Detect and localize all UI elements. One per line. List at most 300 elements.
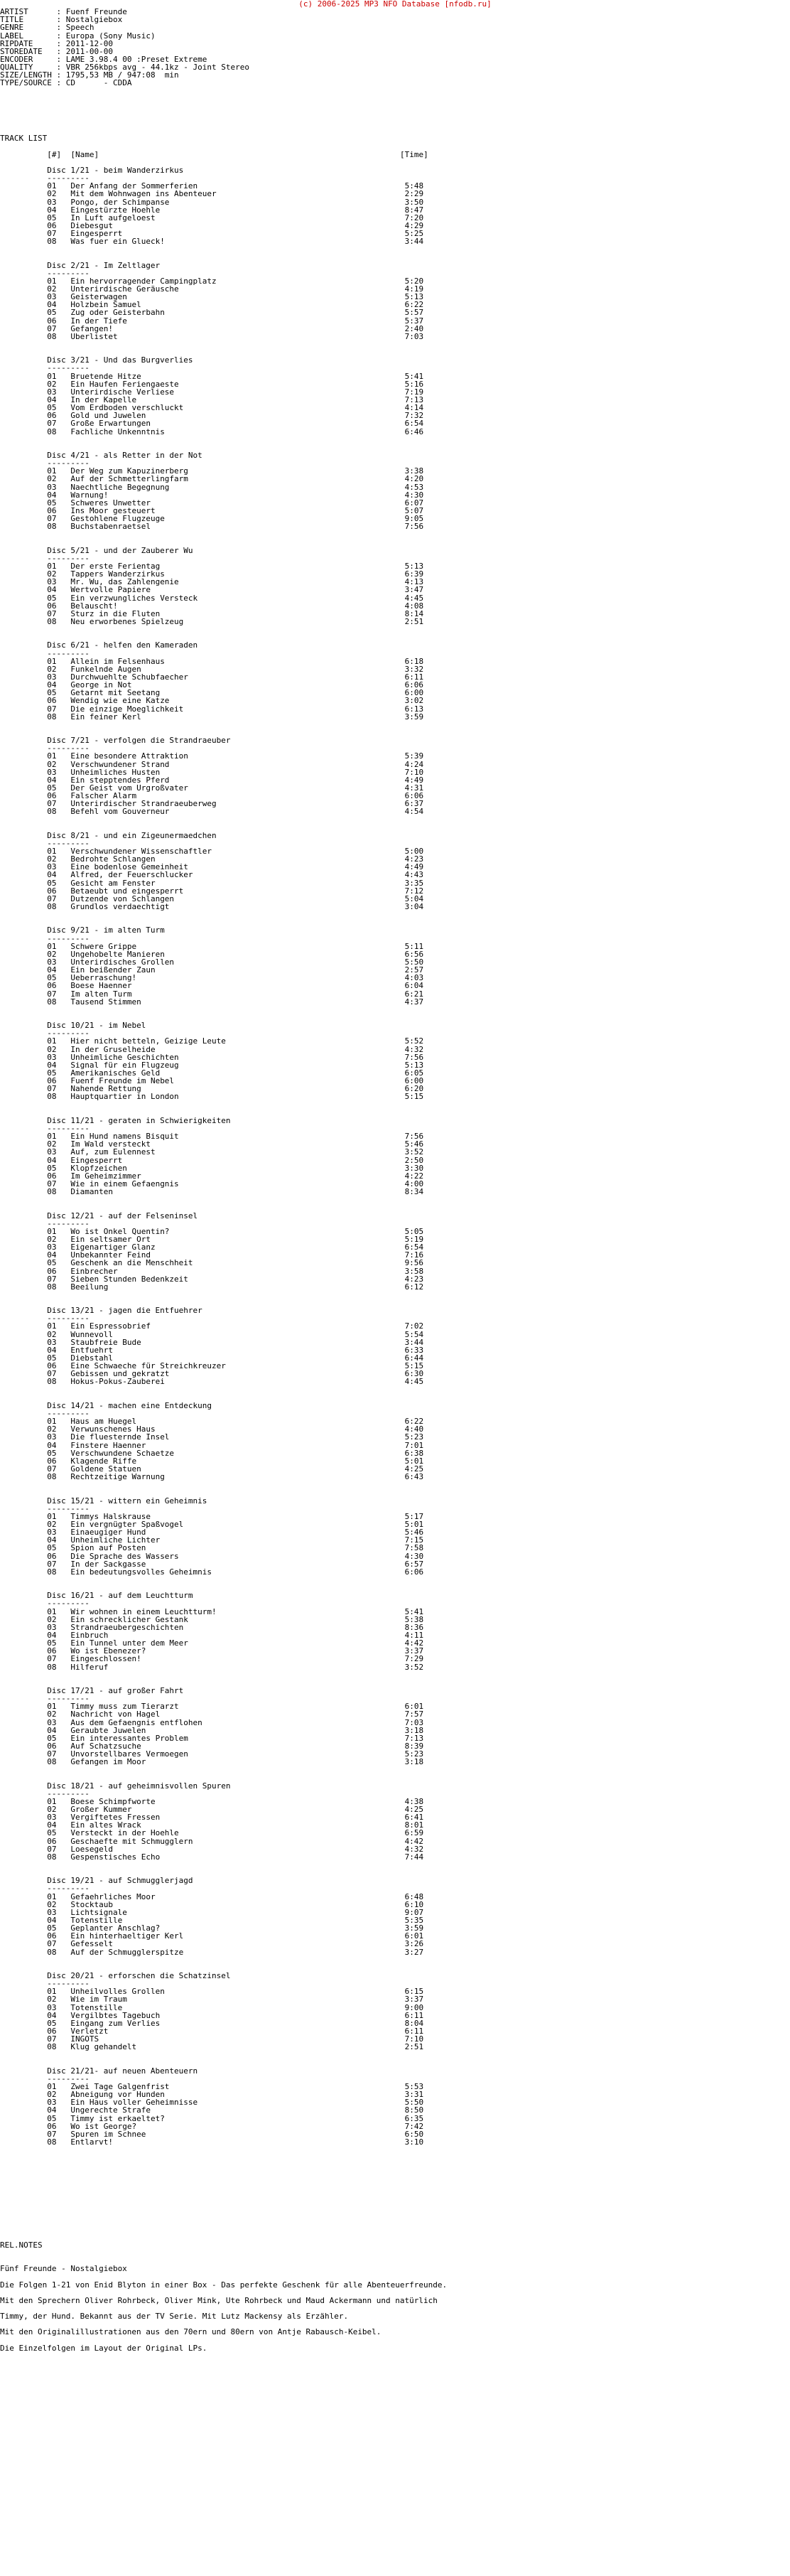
track-number: 01 (47, 562, 57, 571)
track-time: 3:37 (404, 1647, 424, 1655)
track-time: 4:03 (404, 974, 424, 982)
track-row (0, 570, 790, 578)
track-row (0, 475, 790, 483)
track-row (0, 1069, 790, 1077)
track-time: 8:01 (404, 1821, 424, 1830)
release-notes-text: Timmy, der Hund. Bekannt aus der TV Serie. Mit Lutz Mackensy als Erzähler. (0, 2312, 349, 2321)
track-time: 7:03 (404, 332, 424, 341)
track-row (0, 697, 790, 704)
track-row (0, 1267, 790, 1275)
disc-title (0, 1306, 790, 1314)
track-time: 3:52 (404, 1148, 424, 1156)
track-time: 3:58 (404, 1267, 424, 1275)
info-row: LABEL : Europa (Sony Music) (0, 31, 156, 40)
track-row (0, 800, 790, 807)
disc-title (0, 641, 790, 649)
blank-line (0, 824, 790, 832)
track-name: Lichtsignale (70, 1908, 127, 1917)
blank-line (0, 87, 790, 95)
track-row (0, 1710, 790, 1718)
track-number: 05 (47, 498, 57, 507)
track-number: 04 (47, 586, 57, 594)
track-number: 06 (47, 1267, 57, 1275)
track-number: 04 (47, 1821, 57, 1830)
track-time: 6:54 (404, 419, 424, 428)
track-number: 06 (47, 1837, 57, 1845)
track-number: 08 (47, 237, 57, 246)
disc-title (0, 1782, 790, 1790)
track-row (0, 1046, 790, 1053)
track-name: Großer Kummer (70, 1805, 132, 1814)
track-time: 4:23 (404, 855, 424, 864)
track-time: 7:32 (404, 412, 424, 420)
track-row (0, 1853, 790, 1861)
track-row (0, 1322, 790, 1330)
track-row (0, 847, 790, 855)
track-number: 08 (47, 1188, 57, 1196)
track-name: Mr. Wu, das Zahlengenie (70, 578, 179, 586)
track-time: 7:10 (404, 768, 424, 776)
track-number: 05 (47, 974, 57, 982)
blank-line (0, 127, 790, 134)
track-name: Im Wald versteckt (70, 1140, 151, 1149)
disc-title (0, 547, 790, 554)
track-time: 3:50 (404, 198, 424, 206)
disc-title-text: Disc 4/21 - als Retter in der Not (47, 451, 202, 460)
blank-line (0, 143, 790, 151)
track-name: Ein verzwungliches Versteck (70, 594, 198, 602)
track-number: 01 (47, 1892, 57, 1901)
track-number: 03 (47, 1813, 57, 1822)
track-time: 5:15 (404, 1362, 424, 1370)
track-row (0, 2130, 790, 2138)
track-time: 6:39 (404, 570, 424, 579)
track-row (0, 1719, 790, 1727)
track-number: 02 (47, 1520, 57, 1529)
track-number: 06 (47, 316, 57, 325)
track-name: Bedrohte Schlangen (70, 855, 156, 864)
info-label: LABEL (0, 31, 24, 40)
track-time: 3:04 (404, 903, 424, 911)
track-number: 04 (47, 1631, 57, 1640)
track-number: 04 (47, 1346, 57, 1355)
blank-line (0, 918, 790, 926)
disc-title-text: Disc 16/21 - auf dem Leuchtturm (47, 1592, 193, 1600)
track-name: Gesicht am Fenster (70, 879, 156, 887)
track-name: Ins Moor gesteuert (70, 507, 156, 515)
track-name: Wendig wie eine Katze (70, 697, 170, 705)
blank-line (0, 1299, 790, 1306)
blank-line (0, 2162, 790, 2169)
track-time: 9:05 (404, 515, 424, 523)
disc-underline: --------- (0, 744, 90, 753)
track-time: 4:40 (404, 1425, 424, 1434)
track-time: 4:31 (404, 783, 424, 793)
track-row (0, 974, 790, 982)
track-name: Signal für ein Flugzeug (70, 1061, 179, 1069)
disc-title (0, 1877, 790, 1884)
track-row (0, 1338, 790, 1346)
track-name: Vergiftetes Fressen (70, 1813, 161, 1822)
track-number: 07 (47, 2035, 57, 2044)
track-time: 6:04 (404, 982, 424, 990)
disc-underline: --------- (0, 2074, 90, 2083)
track-row (0, 214, 790, 222)
track-time: 7:20 (404, 213, 424, 222)
blank-line (0, 1671, 790, 1679)
track-row (0, 1275, 790, 1283)
track-row (0, 602, 790, 610)
track-time: 7:15 (404, 1536, 424, 1545)
track-number: 03 (47, 1433, 57, 1442)
track-number: 04 (47, 2106, 57, 2115)
track-number: 07 (47, 515, 57, 523)
track-number: 01 (47, 1132, 57, 1141)
track-time: 6:22 (404, 1417, 424, 1426)
track-name: Boese Schimpfworte (70, 1797, 156, 1806)
track-row (0, 1473, 790, 1481)
disc-underline: --------- (0, 1980, 90, 1988)
disc-title-text: Disc 21/21- auf neuen Abenteuern (47, 2066, 198, 2075)
blank-line (0, 1481, 790, 1488)
track-name: Stocktaub (70, 1900, 113, 1909)
track-row (0, 515, 790, 522)
track-row (0, 2035, 790, 2043)
track-number: 05 (47, 2019, 57, 2027)
track-number: 01 (47, 1607, 57, 1616)
track-number: 01 (47, 2082, 57, 2091)
track-time: 2:51 (404, 2043, 424, 2051)
disc-title-text: Disc 14/21 - machen eine Entdeckung (47, 1401, 212, 1410)
track-time: 6:46 (404, 427, 424, 436)
track-number: 05 (47, 308, 57, 317)
release-notes-line (0, 2312, 790, 2320)
track-name: Beeilung (70, 1282, 109, 1291)
track-name: Ein bedeutungsvolles Geheimnis (70, 1567, 212, 1576)
track-time: 5:15 (404, 1093, 424, 1101)
track-time: 4:25 (404, 1805, 424, 1814)
disc-underline: --------- (0, 934, 90, 943)
track-row (0, 792, 790, 800)
blank-line (0, 2201, 790, 2209)
track-number: 02 (47, 855, 57, 864)
track-number: 04 (47, 396, 57, 404)
track-row (0, 2138, 790, 2146)
track-time: 6:33 (404, 1346, 424, 1355)
track-number: 08 (47, 1758, 57, 1766)
track-name: Gold und Juwelen (70, 412, 146, 420)
track-row (0, 1251, 790, 1259)
info-label: QUALITY (0, 63, 33, 72)
blank-line (0, 815, 790, 823)
track-row (0, 586, 790, 594)
disc-underline: --------- (0, 554, 90, 562)
track-row (0, 491, 790, 499)
track-number: 03 (47, 578, 57, 586)
track-time: 5:20 (404, 277, 424, 286)
track-row (0, 807, 790, 815)
track-row (0, 372, 790, 380)
track-row (0, 1037, 790, 1045)
track-name: Auf Schatzsuche (70, 1742, 141, 1751)
track-number: 07 (47, 1655, 57, 1663)
track-name: Große Erwartungen (70, 419, 151, 428)
track-row (0, 1727, 790, 1734)
track-name: Sieben Stunden Bedenkzeit (70, 1274, 188, 1283)
info-row: ENCODER : LAME 3.98.4 00 :Preset Extreme (0, 55, 207, 64)
info-value: Nostalgiebox (65, 16, 123, 24)
track-name: Ungehobelte Manieren (70, 950, 165, 959)
track-number: 02 (47, 1615, 57, 1624)
blank-line (0, 1488, 790, 1496)
track-name: Eingeschlossen! (70, 1655, 141, 1663)
blank-line (0, 2154, 790, 2162)
track-time: 6:11 (404, 2011, 424, 2019)
info-label: ENCODER (0, 55, 33, 64)
track-name: Hokus-Pokus-Zauberei (70, 1378, 165, 1386)
track-row (0, 1909, 790, 1916)
track-number: 07 (47, 1845, 57, 1853)
track-list-columns (0, 151, 790, 159)
track-number: 06 (47, 2122, 57, 2130)
track-name: Ein Haus voller Geheimnisse (70, 2098, 198, 2107)
track-time: 3:38 (404, 467, 424, 476)
track-row (0, 277, 790, 285)
track-number: 01 (47, 657, 57, 665)
blank-line (0, 2320, 790, 2328)
track-name: Geschaefte mit Schmugglern (70, 1837, 193, 1845)
track-number: 04 (47, 1726, 57, 1734)
track-number: 05 (47, 783, 57, 793)
track-name: Mit dem Wohnwagen ins Abenteuer (70, 190, 217, 198)
track-row (0, 1457, 790, 1465)
track-name: Unbekannter Feind (70, 1251, 151, 1260)
track-row (0, 689, 790, 697)
track-number: 07 (47, 1370, 57, 1378)
disc-title (0, 1212, 790, 1220)
track-row (0, 1631, 790, 1639)
track-name: Hilferuf (70, 1663, 109, 1671)
track-time: 2:40 (404, 324, 424, 333)
track-number: 05 (47, 594, 57, 602)
copyright-text: (c) 2006-2025 MP3 NFO Database [nfodb.ru] (298, 0, 492, 9)
track-name: Boese Haenner (70, 982, 132, 990)
track-time: 5:00 (404, 847, 424, 856)
disc-underline: --------- (0, 174, 90, 183)
track-time: 2:50 (404, 1156, 424, 1164)
track-time: 3:18 (404, 1758, 424, 1766)
track-number: 05 (47, 1164, 57, 1172)
track-time: 7:12 (404, 886, 424, 895)
track-number: 03 (47, 1718, 57, 1727)
track-number: 05 (47, 1068, 57, 1078)
track-number: 06 (47, 1552, 57, 1560)
track-number: 08 (47, 1093, 57, 1101)
track-row (0, 1061, 790, 1069)
track-time: 4:37 (404, 997, 424, 1006)
track-name: Im alten Turm (70, 989, 132, 998)
blank-line (0, 2186, 790, 2194)
info-value: CD - CDDA (65, 79, 132, 87)
track-row (0, 1433, 790, 1441)
track-number: 05 (47, 1449, 57, 1457)
track-row (0, 237, 790, 245)
release-notes-line (0, 2265, 790, 2272)
track-number: 04 (47, 301, 57, 309)
track-row (0, 1346, 790, 1354)
track-row (0, 2115, 790, 2122)
track-name: Gefesselt (70, 1940, 113, 1948)
track-time: 9:07 (404, 1908, 424, 1917)
track-name: Neu erworbenes Spielzeug (70, 617, 184, 626)
disc-title (0, 166, 790, 174)
disc-title-text: Disc 20/21 - erforschen die Schatzinsel (47, 1972, 231, 1980)
track-time: 9:00 (404, 2003, 424, 2012)
track-name: Ueberraschung! (70, 974, 137, 982)
track-number: 02 (47, 475, 57, 483)
track-time: 3:27 (404, 1948, 424, 1956)
track-name: In der Gruselheide (70, 1045, 156, 1053)
disc-underline: --------- (0, 1695, 90, 1703)
track-time: 5:35 (404, 1916, 424, 1925)
track-row (0, 1655, 790, 1663)
track-number: 05 (47, 213, 57, 222)
track-time: 5:19 (404, 1235, 424, 1244)
track-time: 4:49 (404, 863, 424, 871)
track-row (0, 990, 790, 998)
disc-title (0, 356, 790, 364)
info-row: RIPDATE : 2011-12-00 (0, 39, 113, 48)
track-number: 06 (47, 982, 57, 990)
blank-line (0, 119, 790, 127)
disc-underline: --------- (0, 1124, 90, 1133)
track-name: Geplanter Anschlag? (70, 1924, 161, 1933)
track-number: 04 (47, 1536, 57, 1545)
track-time: 8:50 (404, 2106, 424, 2115)
track-row (0, 182, 790, 190)
disc-title (0, 1402, 790, 1410)
track-number: 07 (47, 989, 57, 998)
track-row (0, 713, 790, 721)
track-name: Ein feiner Kerl (70, 712, 141, 721)
info-value: 1795,53 MB / 947:08 min (65, 71, 179, 80)
blank-line (0, 2249, 790, 2257)
track-row (0, 1647, 790, 1655)
blank-line (0, 2304, 790, 2312)
track-time: 6:20 (404, 1085, 424, 1093)
track-time: 7:03 (404, 1718, 424, 1727)
track-row (0, 618, 790, 626)
track-row (0, 1987, 790, 1995)
track-time: 6:43 (404, 1473, 424, 1481)
track-time: 3:02 (404, 697, 424, 705)
track-name: Timmy muss zum Tierarzt (70, 1702, 179, 1711)
track-row (0, 1093, 790, 1100)
track-number: 04 (47, 1156, 57, 1164)
track-row (0, 1845, 790, 1853)
track-time: 7:57 (404, 1710, 424, 1719)
release-notes-line (0, 2328, 790, 2336)
track-name: Unheimliches Husten (70, 768, 161, 776)
track-number: 01 (47, 182, 57, 190)
track-name: Überlistet (70, 332, 118, 341)
blank-line (0, 1006, 790, 1014)
track-time: 5:53 (404, 2082, 424, 2091)
track-number: 07 (47, 800, 57, 808)
disc-underline: --------- (0, 1789, 90, 1798)
track-number: 07 (47, 2130, 57, 2138)
track-row (0, 2027, 790, 2035)
track-row (0, 1805, 790, 1813)
blank-line (0, 1291, 790, 1299)
track-time: 5:41 (404, 372, 424, 380)
track-name: Wertvolle Papiere (70, 586, 151, 594)
info-value: Speech (65, 23, 94, 32)
track-time: 4:24 (404, 760, 424, 768)
track-row (0, 1354, 790, 1362)
track-name: Versteckt in der Hoehle (70, 1829, 179, 1837)
track-row (0, 467, 790, 475)
track-row (0, 1734, 790, 1742)
disc-title (0, 1117, 790, 1125)
disc-underline: --------- (0, 269, 90, 277)
track-time: 3:32 (404, 665, 424, 673)
track-row (0, 2043, 790, 2051)
track-row (0, 768, 790, 776)
disc-title (0, 1021, 790, 1029)
blank-line (0, 1964, 790, 1972)
track-name: Schweres Unwetter (70, 498, 151, 507)
disc-underline: --------- (0, 1599, 90, 1608)
track-row (0, 1536, 790, 1544)
blank-line (0, 2194, 790, 2201)
release-notes-text: Fünf Freunde - Nostalgiebox (0, 2265, 127, 2273)
track-name: Die fluesternde Insel (70, 1433, 170, 1442)
track-number: 02 (47, 950, 57, 959)
track-time: 7:13 (404, 396, 424, 404)
track-name: Totenstille (70, 1916, 123, 1925)
track-time: 4:22 (404, 1171, 424, 1180)
track-number: 02 (47, 1235, 57, 1244)
track-row (0, 1663, 790, 1671)
track-name: In der Sackgasse (70, 1560, 146, 1568)
track-time: 5:52 (404, 1037, 424, 1046)
track-number: 06 (47, 2027, 57, 2036)
track-time: 4:13 (404, 578, 424, 586)
track-name: Totenstille (70, 2003, 123, 2012)
track-row (0, 198, 790, 206)
release-notes-line (0, 2297, 790, 2304)
disc-underline: --------- (0, 839, 90, 848)
track-time: 9:56 (404, 1259, 424, 1267)
track-time: 4:08 (404, 601, 424, 610)
track-number: 04 (47, 490, 57, 499)
blank-line (0, 633, 790, 641)
track-row (0, 2122, 790, 2130)
track-number: 02 (47, 285, 57, 294)
track-name: Haus am Huegel (70, 1417, 137, 1426)
track-time: 7:02 (404, 1322, 424, 1331)
track-name: Unheimliche Lichter (70, 1536, 161, 1545)
track-row (0, 1552, 790, 1560)
track-number: 03 (47, 2098, 57, 2107)
track-list-heading (0, 134, 790, 142)
track-time: 7:58 (404, 1544, 424, 1552)
track-time: 6:44 (404, 1354, 424, 1363)
info-value: VBR 256kbps avg - 44.1kz - Joint Stereo (65, 63, 250, 72)
track-time: 6:13 (404, 704, 424, 713)
track-name: Gestohlene Flugzeuge (70, 515, 165, 523)
